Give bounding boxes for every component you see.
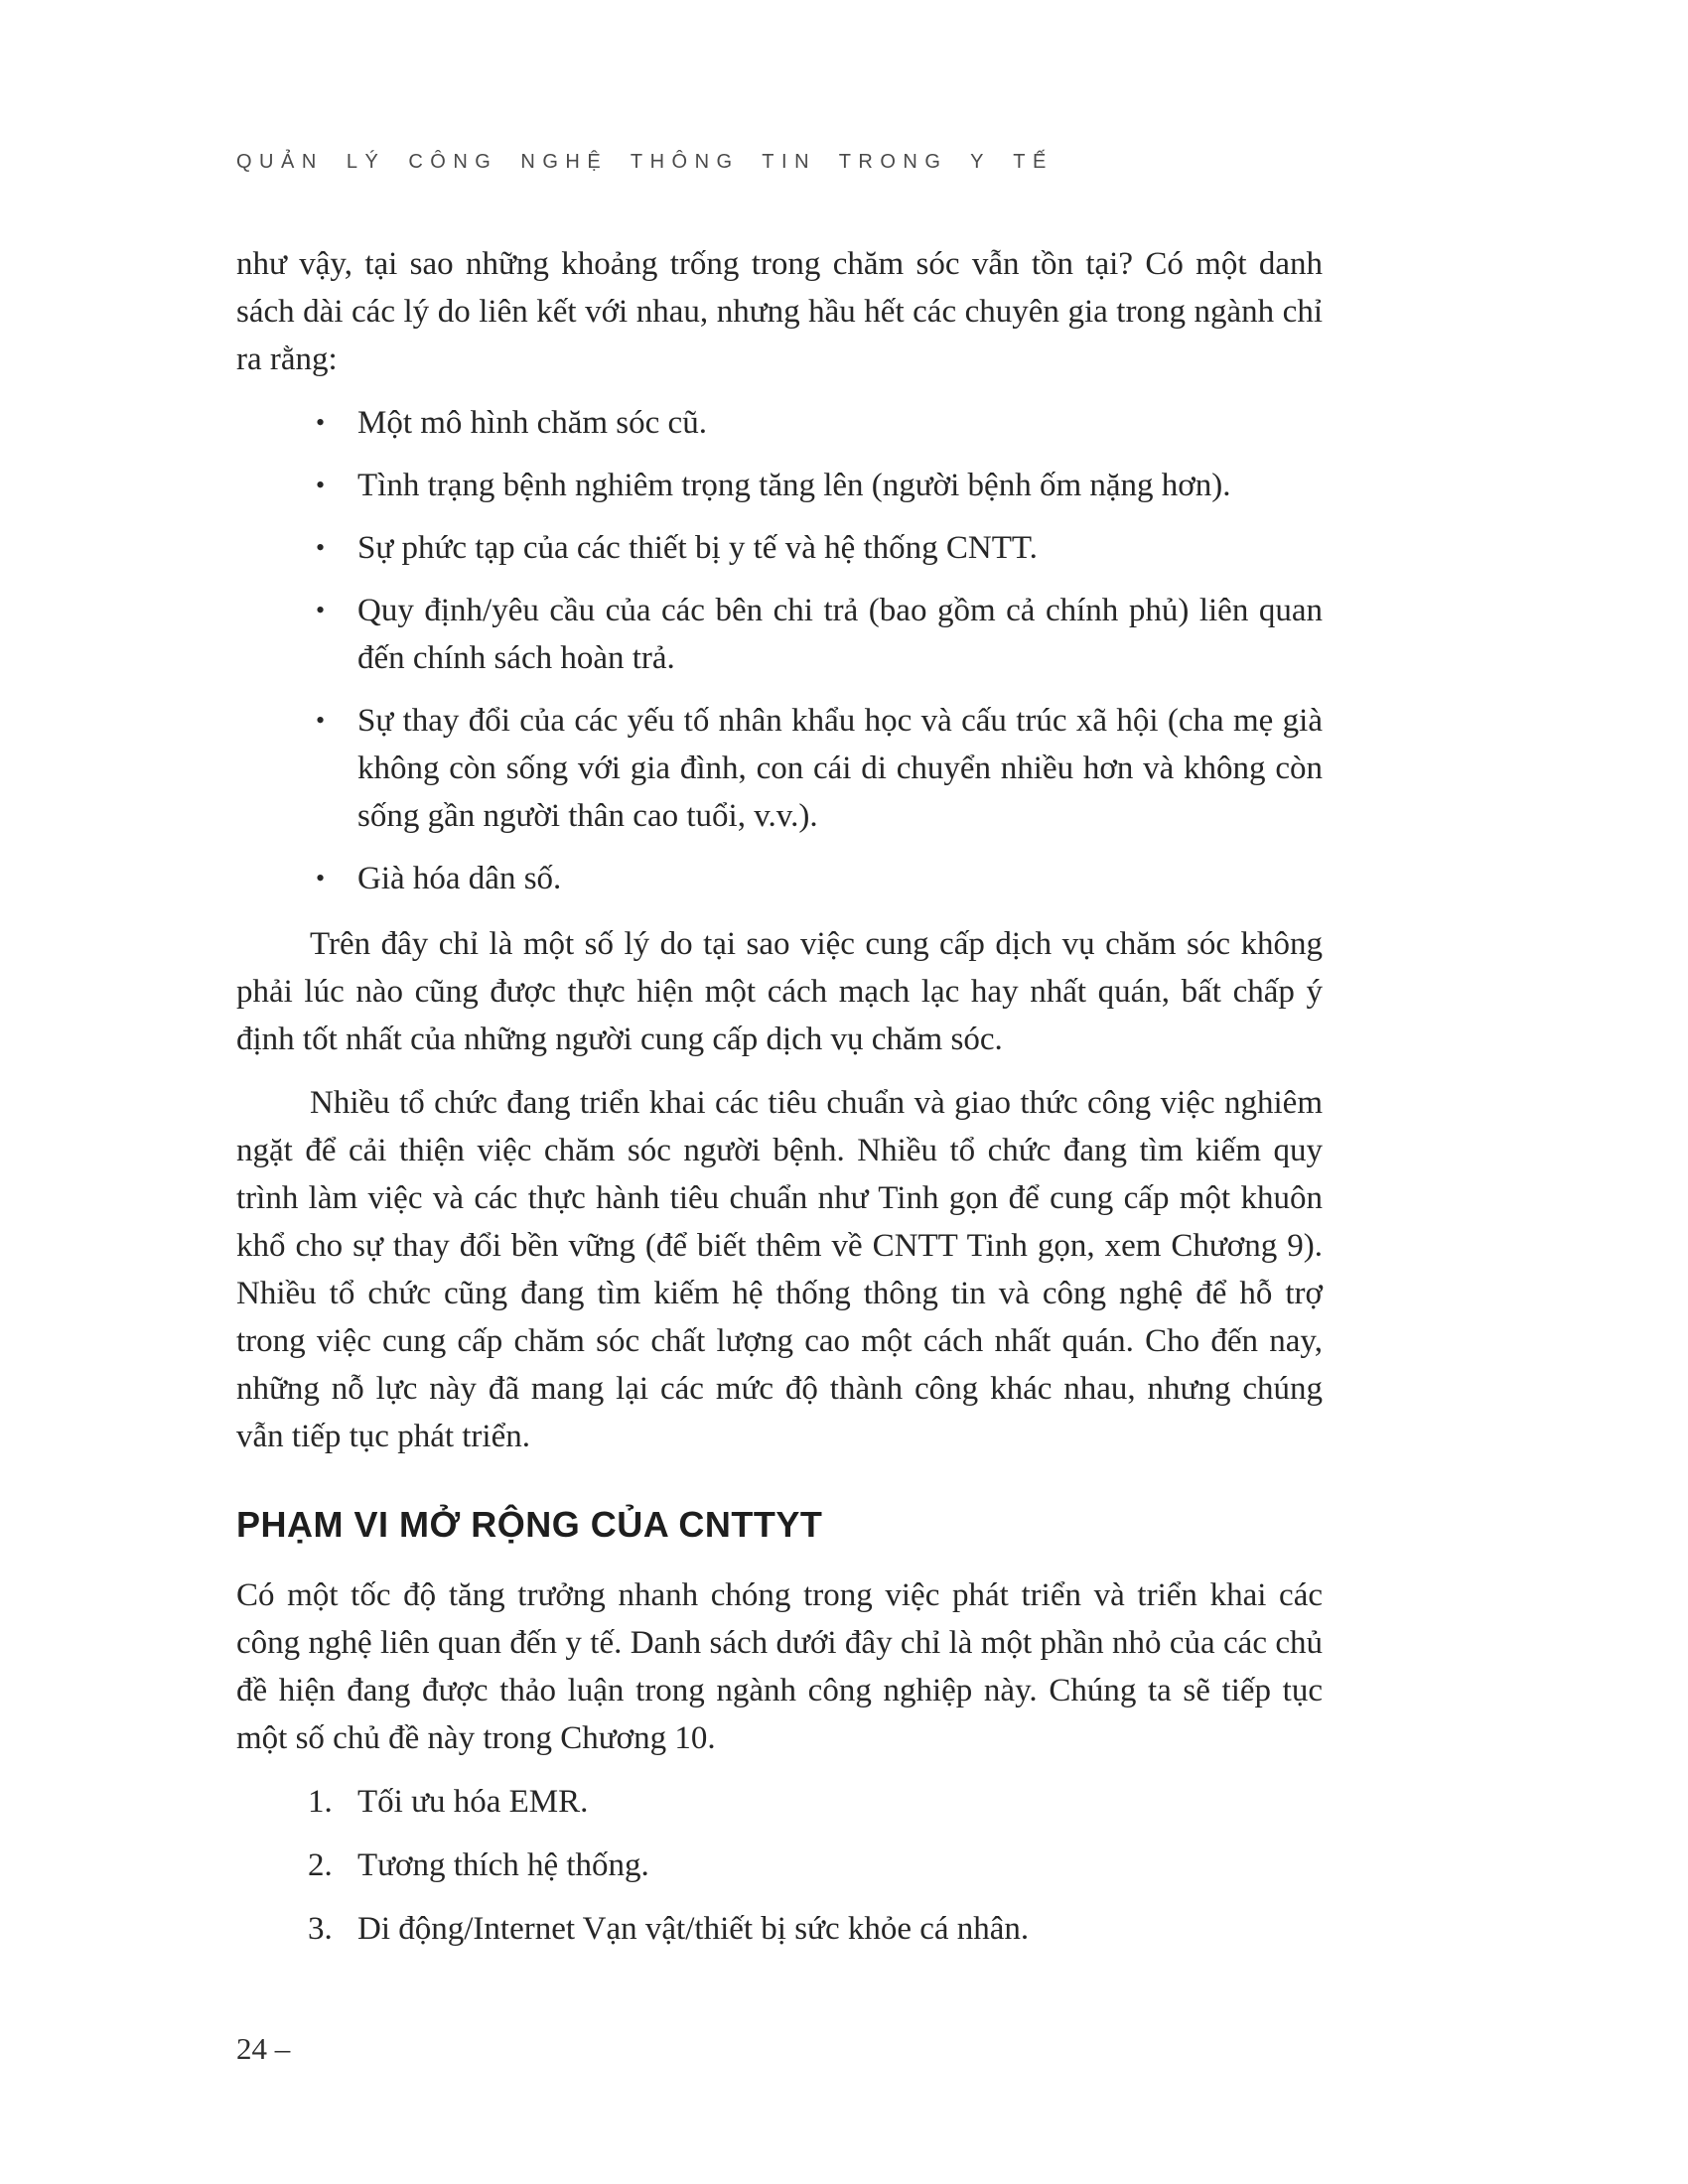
bullet-item	[236, 462, 1323, 509]
item-number: 3.	[308, 1911, 333, 1947]
bullet-marker-icon: •	[316, 706, 326, 735]
bullet-marker-icon: •	[316, 408, 326, 437]
bullet-marker-icon: •	[316, 533, 326, 562]
item-number: 2.	[308, 1847, 333, 1883]
item-text: Tối ưu hóa EMR.	[357, 1784, 589, 1820]
numbered-item	[236, 1842, 1323, 1889]
section-paragraph: Có một tốc độ tăng trưởng nhanh chóng trong việc phát triển và triển khai các công nghệ liên quan đến y tế. Danh sách dưới đây chỉ là một phần nhỏ của các chủ đề hiện đang được thảo luận trong ngành công nghiệp này. Chúng ta sẽ tiếp tục một số chủ đề này trong Chương 10.	[236, 1577, 1323, 1756]
bullet-text: Một mô hình chăm sóc cũ.	[357, 405, 707, 441]
numbered-item	[236, 1778, 1323, 1826]
page-number: 24 –	[236, 2031, 291, 2066]
numbered-item	[236, 1905, 1323, 1953]
bullet-text: Tình trạng bệnh nghiêm trọng tăng lên (người bệnh ốm nặng hơn).	[357, 468, 1231, 503]
body-paragraph: Trên đây chỉ là một số lý do tại sao việc cung cấp dịch vụ chăm sóc không phải lúc nào cũng được thực hiện một cách mạch lạc hay nhất quán, bất chấp ý định tốt nhất của những người cung cấp dịch vụ chăm sóc.	[236, 926, 1323, 1057]
numbered-list	[236, 1778, 1323, 1953]
item-number: 1.	[308, 1784, 333, 1820]
bullet-text: Già hóa dân số.	[357, 861, 562, 896]
intro-paragraph: như vậy, tại sao những khoảng trống trong chăm sóc vẫn tồn tại? Có một danh sách dài các lý do liên kết với nhau, nhưng hầu hết các chuyên gia trong ngành chỉ ra rằng:	[236, 246, 1323, 377]
bullet-item	[236, 587, 1323, 682]
bullet-item	[236, 697, 1323, 840]
section-heading: PHẠM VI MỞ RỘNG CỦA CNTTYT	[236, 1504, 823, 1545]
bullet-marker-icon: •	[316, 864, 326, 892]
bullet-list	[236, 399, 1323, 902]
bullet-item	[236, 524, 1323, 572]
running-header: QUẢN LÝ CÔNG NGHỆ THÔNG TIN TRONG Y TẾ	[236, 151, 1054, 173]
item-text: Di động/Internet Vạn vật/thiết bị sức khỏe cá nhân.	[357, 1911, 1030, 1947]
item-text: Tương thích hệ thống.	[357, 1847, 649, 1883]
bullet-text: Sự thay đổi của các yếu tố nhân khẩu học và cấu trúc xã hội (cha mẹ già không còn sống với gia đình, con cái di chuyển nhiều hơn và không còn sống gần người thân cao tuổi, v.v.).	[357, 703, 1323, 834]
bullet-marker-icon: •	[316, 596, 326, 624]
bullet-item	[236, 399, 1323, 447]
page-content	[236, 240, 1323, 1969]
body-paragraph: Nhiều tổ chức đang triển khai các tiêu chuẩn và giao thức công việc nghiêm ngặt để cải thiện việc chăm sóc người bệnh. Nhiều tổ chức đang tìm kiếm quy trình làm việc và các thực hành tiêu chuẩn như Tinh gọn để cung cấp một khuôn khổ cho sự thay đổi bền vững (để biết thêm về CNTT Tinh gọn, xem Chương 9). Nhiều tổ chức cũng đang tìm kiếm hệ thống thông tin và công nghệ để hỗ trợ trong việc cung cấp chăm sóc chất lượng cao một cách nhất quán. Cho đến nay, những nỗ lực này đã mang lại các mức độ thành công khác nhau, nhưng chúng vẫn tiếp tục phát triển.	[236, 1085, 1323, 1454]
bullet-marker-icon: •	[316, 471, 326, 499]
bullet-text: Sự phức tạp của các thiết bị y tế và hệ thống CNTT.	[357, 530, 1038, 566]
bullet-item	[236, 855, 1323, 902]
bullet-text: Quy định/yêu cầu của các bên chi trả (bao gồm cả chính phủ) liên quan đến chính sách hoàn trả.	[357, 593, 1323, 676]
